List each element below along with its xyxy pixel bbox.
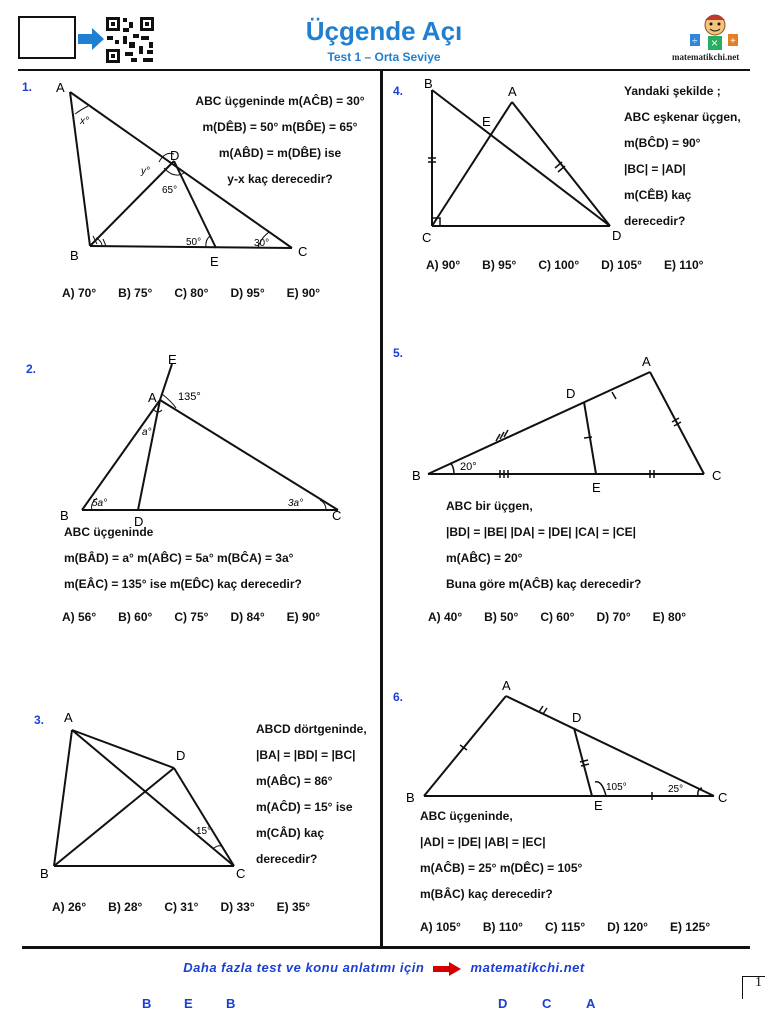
q2-option-c[interactable]: C) 75° (174, 610, 209, 624)
q2-line-3: m(EÂC) = 135° ise m(ED̂C) kaç derecedir? (64, 577, 302, 591)
q1-line-1: ABC üçgeninde m(AĈB) = 30° (195, 94, 365, 108)
q4-option-a[interactable]: A) 90° (426, 258, 461, 272)
q1-option-b[interactable]: B) 75° (118, 286, 153, 300)
q1-label-b: B (70, 248, 79, 263)
q4-line-5: m(CÊB) kaç (624, 188, 692, 202)
question-2-number: 2. (26, 362, 37, 376)
question-3-options (52, 900, 332, 914)
question-5-figure (406, 348, 736, 498)
q2-label-b: B (60, 508, 69, 523)
q1-label-c: C (298, 244, 308, 259)
q3-line-1: ABCD dörtgeninde, (256, 722, 367, 736)
q6-option-b[interactable]: B) 110° (482, 920, 523, 934)
footer-promo (0, 960, 768, 976)
q2-label-a-deg: a° (142, 427, 152, 438)
page-number: 1 (755, 975, 762, 990)
header-divider (18, 69, 750, 71)
q4-line-1: Yandaki şekilde ; (624, 84, 721, 98)
q6-line-1: ABC üçgeninde, (420, 809, 513, 823)
q2-label-e: E (168, 352, 177, 367)
question-2-text (64, 519, 302, 597)
q5-line-2: |BD| = |BE| |DA| = |DE| |CA| = |CE| (446, 525, 636, 539)
q2-label-3a: 3a° (288, 498, 304, 509)
question-5-options (428, 610, 708, 624)
q3-line-2: |BA| = |BD| = |BC| (256, 748, 356, 762)
mascot-logo-icon (670, 12, 760, 52)
q6-option-e[interactable]: E) 125° (669, 920, 711, 934)
q1-option-e[interactable]: E) 90° (286, 286, 321, 300)
q4-line-6: derecedir? (624, 214, 686, 228)
q3-option-c[interactable]: C) 31° (164, 900, 199, 914)
q2-line-1: ABC üçgeninde (64, 525, 154, 539)
q3-line-4: m(AĈD) = 15° ise (256, 800, 353, 814)
question-5-text (446, 493, 641, 597)
question-4-text (624, 78, 741, 234)
q4-line-3: m(BĈD) = 90° (624, 136, 701, 150)
q1-line-4: y-x kaç derecedir? (227, 172, 333, 186)
q2-option-b[interactable]: B) 60° (118, 610, 153, 624)
q1-label-d: D (170, 148, 180, 163)
q5-line-3: m(AB̂C) = 20° (446, 551, 523, 565)
q2-label-a: A (148, 390, 157, 405)
q3-line-3: m(AB̂C) = 86° (256, 774, 333, 788)
question-6-text (420, 803, 582, 907)
q6-line-4: m(BÂC) kaç derecedir? (420, 887, 553, 901)
question-1-options (62, 286, 342, 300)
q3-label-c: C (236, 866, 246, 881)
q5-option-c[interactable]: C) 60° (540, 610, 575, 624)
q2-label-c: C (332, 508, 342, 523)
q3-label-d: D (176, 748, 186, 763)
q6-label-b: B (406, 790, 415, 805)
logo-text: matematikchi.net (672, 52, 740, 62)
svg-text:×: × (711, 36, 719, 50)
question-3-figure (36, 706, 256, 886)
question-6-options (420, 920, 732, 934)
q6-option-c[interactable]: C) 115° (544, 920, 586, 934)
question-1-number: 1. (22, 80, 33, 94)
q4-label-d: D (612, 228, 622, 243)
q1-label-65: 65° (162, 185, 178, 196)
question-2-figure (50, 350, 370, 530)
question-3-text (256, 716, 367, 872)
q1-option-c[interactable]: C) 80° (174, 286, 209, 300)
q3-label-b: B (40, 866, 49, 881)
footer-divider (22, 946, 750, 949)
q6-label-d: D (572, 710, 582, 725)
svg-text:÷: ÷ (692, 36, 698, 47)
q6-line-2: |AD| = |DE| |AB| = |EC| (420, 835, 546, 849)
q4-option-d[interactable]: D) 105° (601, 258, 642, 272)
answer-6: A (586, 996, 596, 1011)
q3-option-d[interactable]: D) 33° (220, 900, 255, 914)
q3-option-b[interactable]: B) 28° (108, 900, 143, 914)
red-arrow-icon (432, 962, 462, 976)
q3-label-a: A (64, 710, 73, 725)
question-4-number: 4. (393, 84, 404, 98)
q1-option-a[interactable]: A) 70° (62, 286, 97, 300)
q5-label-d: D (566, 386, 576, 401)
question-4-figure (412, 74, 632, 248)
answer-key-right (498, 996, 595, 1011)
q1-line-3: m(AB̂D) = m(DB̂E) ise (218, 146, 342, 160)
footer-text: Daha fazla test ve konu anlatımı için (183, 960, 425, 975)
q1-line-2: m(DÊB) = 50° m(BD̂E) = 65° (202, 120, 358, 134)
q6-line-3: m(AĈB) = 25° m(DÊC) = 105° (420, 861, 583, 875)
q3-line-6: derecedir? (256, 852, 318, 866)
q2-label-d: D (134, 514, 144, 529)
question-4-options (426, 258, 725, 272)
q5-label-b: B (412, 468, 421, 483)
q3-option-a[interactable]: A) 26° (52, 900, 87, 914)
svg-text:+: + (730, 36, 736, 47)
q5-line-1: ABC bir üçgen, (446, 499, 533, 513)
question-6-figure (402, 676, 742, 812)
q2-option-d[interactable]: D) 84° (230, 610, 265, 624)
q5-label-e: E (592, 480, 601, 495)
column-divider (380, 70, 383, 948)
q1-label-y: y° (141, 166, 150, 177)
answer-5: C (542, 996, 552, 1011)
question-6-number: 6. (393, 690, 404, 704)
q5-option-d[interactable]: D) 70° (596, 610, 631, 624)
q5-label-c: C (712, 468, 722, 483)
q3-line-5: m(CÂD) kaç (256, 826, 325, 840)
q4-label-b: B (424, 76, 433, 91)
page-subtitle: Test 1 – Orta Seviye (327, 50, 441, 64)
q5-option-e[interactable]: E) 80° (652, 610, 687, 624)
q1-label-x: x° (80, 116, 89, 127)
q2-label-5a: 5a° (92, 498, 108, 509)
q3-label-15: 15° (196, 826, 212, 837)
q4-label-a: A (508, 84, 517, 99)
q2-option-a[interactable]: A) 56° (62, 610, 97, 624)
q6-label-25: 25° (668, 784, 684, 795)
q1-label-a: A (56, 80, 65, 95)
question-3-number: 3. (34, 713, 45, 727)
q6-option-d[interactable]: D) 120° (607, 920, 648, 934)
q2-option-e[interactable]: E) 90° (286, 610, 321, 624)
question-2-options (62, 610, 342, 624)
q4-line-2: ABC eşkenar üçgen, (624, 110, 741, 124)
q1-option-d[interactable]: D) 95° (230, 286, 265, 300)
q3-option-e[interactable]: E) 35° (276, 900, 311, 914)
q5-option-b[interactable]: B) 50° (484, 610, 519, 624)
q1-label-30: 30° (254, 238, 270, 249)
q2-label-135: 135° (178, 391, 201, 403)
q6-option-a[interactable]: A) 105° (420, 920, 461, 934)
q5-label-a: A (642, 354, 651, 369)
q6-label-105: 105° (606, 782, 627, 793)
answer-2: E (184, 996, 193, 1011)
q4-line-4: |BC| = |AD| (624, 162, 686, 176)
q4-label-c: C (422, 230, 432, 245)
answer-key-left (142, 996, 235, 1011)
answer-1: B (142, 996, 152, 1011)
q5-label-20: 20° (460, 461, 477, 473)
q4-option-c[interactable]: C) 100° (538, 258, 580, 272)
q4-label-e: E (482, 114, 491, 129)
q4-option-e[interactable]: E) 110° (663, 258, 704, 272)
q6-label-c: C (718, 790, 728, 805)
q5-option-a[interactable]: A) 40° (428, 610, 463, 624)
q6-label-e: E (594, 798, 603, 812)
footer-link[interactable]: matematikchi.net (470, 960, 585, 975)
answer-4: D (498, 996, 508, 1011)
page-title: Üçgende Açı (305, 16, 463, 46)
q1-label-e: E (210, 254, 219, 266)
q4-option-b[interactable]: B) 95° (482, 258, 517, 272)
question-5-number: 5. (393, 346, 404, 360)
question-1-text (180, 88, 380, 192)
q2-line-2: m(BÂD) = a° m(AB̂C) = 5a° m(BĈA) = 3a° (64, 551, 294, 565)
q5-line-4: Buna göre m(AĈB) kaç derecedir? (446, 577, 642, 591)
q6-label-a: A (502, 678, 511, 693)
answer-3: B (226, 996, 236, 1011)
q1-label-50: 50° (186, 237, 202, 248)
